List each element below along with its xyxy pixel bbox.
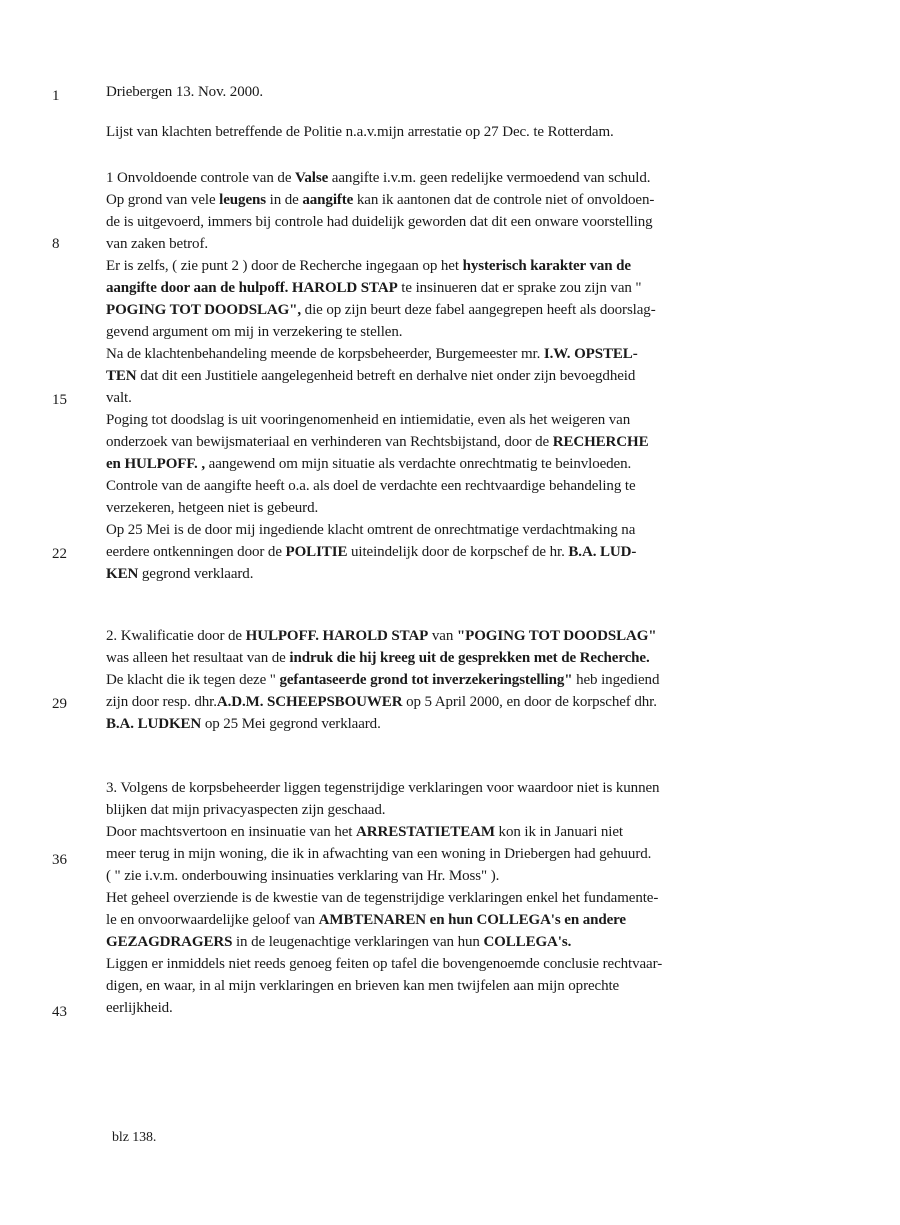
text-line bbox=[106, 975, 806, 997]
text-line bbox=[106, 865, 806, 887]
text-line bbox=[106, 497, 806, 519]
text-line bbox=[106, 409, 806, 431]
plain-text: kon ik in Januari niet bbox=[494, 824, 623, 840]
bold-text: en HULPOFF. , bbox=[106, 456, 205, 472]
plain-text: in de leugenachtige verklaringen van hun bbox=[232, 934, 484, 950]
bold-text: A.D.M. SCHEEPSBOUWER bbox=[216, 694, 403, 710]
text-line bbox=[106, 233, 806, 255]
plain-text: te insinueren dat er sprake zou zijn van " bbox=[397, 280, 642, 296]
bold-text: aangifte door aan de hulpoff. bbox=[106, 280, 289, 296]
text-line bbox=[106, 909, 806, 931]
plain-text: onderzoek van bewijsmateriaal en verhinderen van Rechtsbijstand, door de bbox=[106, 434, 553, 450]
bold-text: TEN bbox=[106, 368, 137, 384]
text-line bbox=[106, 387, 806, 409]
text-line bbox=[106, 669, 806, 691]
line-number: 15 bbox=[52, 392, 67, 408]
plain-text: blijken dat mijn privacyaspecten zijn geschaad. bbox=[106, 802, 386, 818]
page-number: blz 138. bbox=[112, 1130, 157, 1145]
line-number: 22 bbox=[52, 546, 67, 562]
plain-text: zijn door resp. dhr. bbox=[106, 694, 217, 710]
plain-text: van bbox=[428, 628, 457, 644]
text-line bbox=[106, 799, 806, 821]
text-line bbox=[106, 299, 806, 321]
text-line bbox=[106, 843, 806, 865]
bold-text: hysterisch karakter van de bbox=[462, 258, 631, 274]
bold-text: "POGING TOT DOODSLAG" bbox=[456, 628, 657, 644]
plain-text: op 5 April 2000, en door de korpschef dhr. bbox=[402, 694, 657, 710]
text-line bbox=[106, 189, 806, 211]
plain-text: Op grond van vele bbox=[106, 192, 220, 208]
bold-text: RECHERCHE bbox=[552, 434, 649, 450]
text-line bbox=[106, 541, 806, 563]
text-line bbox=[106, 519, 806, 541]
plain-text: van zaken betrof. bbox=[106, 236, 208, 252]
plain-text: Er is zelfs, ( zie punt 2 ) door de Recherche ingegaan op het bbox=[106, 258, 463, 274]
text-line bbox=[106, 255, 806, 277]
text-line bbox=[106, 647, 806, 669]
text-line bbox=[106, 997, 806, 1019]
text-line bbox=[106, 321, 806, 343]
plain-text: 1 Onvoldoende controle van de bbox=[106, 170, 296, 186]
line-number: 1 bbox=[52, 88, 60, 104]
bold-text: B.A. LUD- bbox=[568, 544, 637, 560]
bold-text: gefantaseerde grond tot inverzekeringstelling" bbox=[279, 672, 573, 688]
plain-text: valt. bbox=[106, 390, 132, 406]
text-line bbox=[106, 691, 806, 713]
bold-text: HULPOFF. HAROLD STAP bbox=[245, 628, 429, 644]
bold-text: GEZAGDRAGERS bbox=[106, 934, 233, 950]
line-number: 8 bbox=[52, 236, 60, 252]
bold-text: Valse bbox=[295, 170, 329, 186]
plain-text: Het geheel overziende is de kwestie van de tegenstrijdige verklaringen enkel het fundamente- bbox=[106, 890, 659, 906]
bold-text: I.W. OPSTEL- bbox=[543, 346, 638, 362]
bold-text: COLLEGA's. bbox=[483, 934, 572, 950]
text-line bbox=[106, 211, 806, 233]
plain-text: uiteindelijk door de korpschef de hr. bbox=[347, 544, 569, 560]
bold-text: POGING TOT DOODSLAG", bbox=[106, 302, 302, 318]
plain-text: eerlijkheid. bbox=[106, 1000, 173, 1016]
plain-text: eerdere ontkenningen door de bbox=[106, 544, 286, 560]
bold-text: HAROLD STAP bbox=[291, 280, 398, 296]
plain-text: ( " zie i.v.m. onderbouwing insinuaties verklaring van Hr. Moss" ). bbox=[106, 868, 500, 884]
plain-text: Na de klachtenbehandeling meende de korpsbeheerder, Burgemeester mr. bbox=[106, 346, 544, 362]
text-line bbox=[106, 431, 806, 453]
line-number: 29 bbox=[52, 696, 67, 712]
bold-text: B.A. LUDKEN bbox=[106, 716, 202, 732]
text-line bbox=[106, 277, 806, 299]
plain-text: gegrond verklaard. bbox=[138, 566, 254, 582]
plain-text: Controle van de aangifte heeft o.a. als doel de verdachte een rechtvaardige behandeling te bbox=[106, 478, 636, 494]
text-line bbox=[106, 365, 806, 387]
text-line bbox=[106, 713, 806, 735]
plain-text: 3. Volgens de korpsbeheerder liggen tegenstrijdige verklaringen voor waardoor niet is kunnen bbox=[106, 780, 660, 796]
plain-text: aangewend om mijn situatie als verdachte onrechtmatig te beinvloeden. bbox=[204, 456, 632, 472]
letter-subject: Lijst van klachten betreffende de Politie n.a.v.mijn arrestatie op 27 Dec. te Rotterdam. bbox=[106, 124, 614, 140]
text-line bbox=[106, 821, 806, 843]
plain-text: was alleen het resultaat van de bbox=[106, 650, 290, 666]
text-line bbox=[106, 563, 806, 585]
plain-text: aangifte i.v.m. geen redelijke vermoedend van schuld. bbox=[328, 170, 651, 186]
plain-text: dat dit een Justitiele aangelegenheid betreft en derhalve niet onder zijn bevoegdheid bbox=[136, 368, 636, 384]
plain-text: 2. Kwalificatie door de bbox=[106, 628, 246, 644]
bold-text: ARRESTATIETEAM bbox=[356, 824, 495, 840]
plain-text: de is uitgevoerd, immers bij controle had duidelijk geworden dat dit een onware voorstelling bbox=[106, 214, 653, 230]
plain-text: op 25 Mei gegrond verklaard. bbox=[201, 716, 381, 732]
text-line bbox=[106, 475, 806, 497]
text-line bbox=[106, 343, 806, 365]
bold-text: leugens bbox=[219, 192, 266, 208]
text-line bbox=[106, 931, 806, 953]
plain-text: le en onvoorwaardelijke geloof van bbox=[106, 912, 319, 928]
plain-text: Op 25 Mei is de door mij ingediende klacht omtrent de onrechtmatige verdachtmaking na bbox=[106, 522, 636, 538]
bold-text: AMBTENAREN en hun COLLEGA's en andere bbox=[318, 912, 626, 928]
text-line bbox=[106, 167, 806, 189]
text-line bbox=[106, 453, 806, 475]
text-line bbox=[106, 625, 806, 647]
plain-text: Poging tot doodslag is uit vooringenomenheid en intiemidatie, even als het weigeren van bbox=[106, 412, 631, 428]
plain-text: De klacht die ik tegen deze " bbox=[106, 672, 280, 688]
plain-text: die op zijn beurt deze fabel aangegrepen heeft als doorslag- bbox=[301, 302, 656, 318]
text-line bbox=[106, 953, 806, 975]
plain-text: verzekeren, hetgeen niet is gebeurd. bbox=[106, 500, 319, 516]
line-number: 43 bbox=[52, 1004, 67, 1020]
plain-text: meer terug in mijn woning, die ik in afwachting van een woning in Driebergen had gehuurd. bbox=[106, 846, 652, 862]
letter-date: Driebergen 13. Nov. 2000. bbox=[106, 84, 264, 100]
text-line bbox=[106, 887, 806, 909]
line-number: 36 bbox=[52, 852, 67, 868]
plain-text: kan ik aantonen dat de controle niet of onvoldoen- bbox=[353, 192, 655, 208]
bold-text: KEN bbox=[106, 566, 139, 582]
bold-text: indruk die hij kreeg uit de gesprekken met de Recherche. bbox=[289, 650, 650, 666]
plain-text: Door machtsvertoon en insinuatie van het bbox=[106, 824, 356, 840]
plain-text: heb ingediend bbox=[572, 672, 660, 688]
plain-text: gevend argument om mij in verzekering te stellen. bbox=[106, 324, 403, 340]
text-line bbox=[106, 777, 806, 799]
bold-text: POLITIE bbox=[285, 544, 348, 560]
bold-text: aangifte bbox=[302, 192, 354, 208]
plain-text: digen, en waar, in al mijn verklaringen en brieven kan men twijfelen aan mijn oprechte bbox=[106, 978, 620, 994]
plain-text: Liggen er inmiddels niet reeds genoeg feiten op tafel die bovengenoemde conclusie rechtvaar- bbox=[106, 956, 663, 972]
plain-text: in de bbox=[265, 192, 303, 208]
